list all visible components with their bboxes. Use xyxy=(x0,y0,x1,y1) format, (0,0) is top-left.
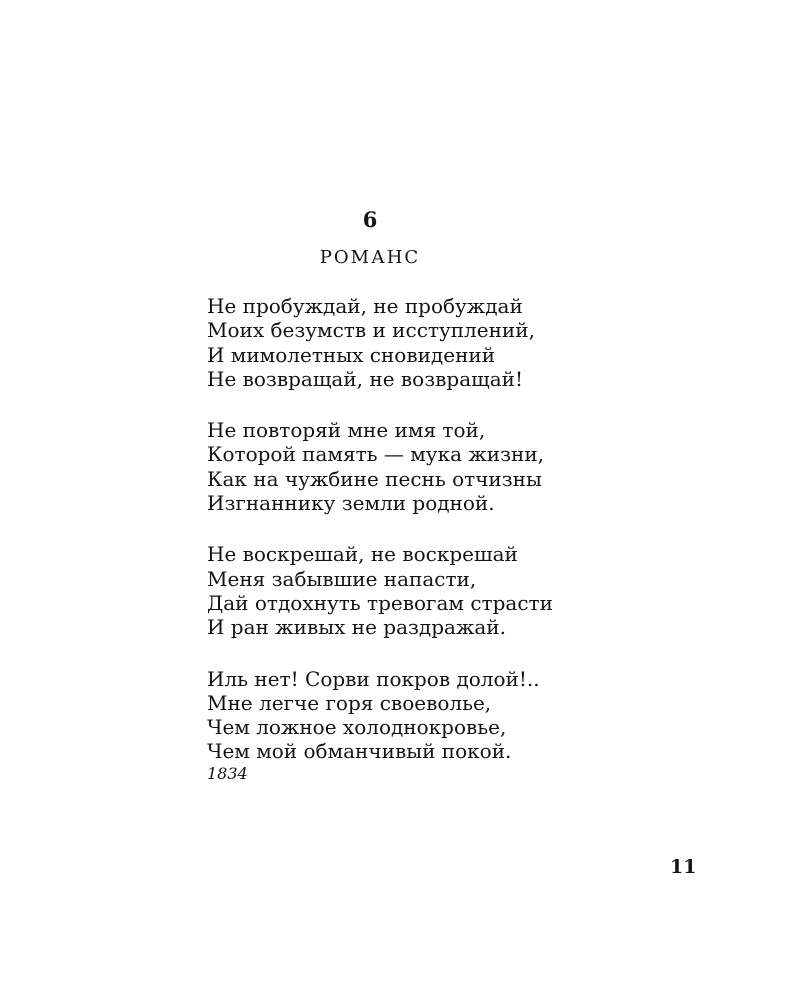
poem-line: Которой память — мука жизни, xyxy=(207,442,545,467)
poem-line: Иль нет! Сорви покров долой!.. xyxy=(207,666,540,691)
poem-line: Моих безумств и исступлений, xyxy=(207,318,535,343)
poem-line: Чем ложное холоднокровье, xyxy=(207,715,507,740)
poem-line: Чем мой обманчивый покой. xyxy=(207,739,512,764)
poem-line: Не повторяй мне имя той, xyxy=(207,418,486,443)
poem-line: И ран живых не раздражай. xyxy=(207,615,506,640)
poem-line: Как на чужбине песнь отчизны xyxy=(207,466,542,491)
poem-body xyxy=(207,294,687,791)
poem-line: Не воскрешай, не воскрешай xyxy=(207,542,518,567)
stanza-1 xyxy=(207,294,687,391)
poem-line: Не пробуждай, не пробуждай xyxy=(207,294,523,318)
poem-number: 6 xyxy=(362,207,378,232)
poem-line: Меня забывшие напасти, xyxy=(207,566,477,591)
poem-line: Дай отдохнуть тревогам страсти xyxy=(207,590,553,615)
poem-line: И мимолетных сновидений xyxy=(207,342,496,367)
stanza-4 xyxy=(207,667,687,764)
poem-line: Изгнаннику земли родной. xyxy=(207,491,495,516)
stanza-3 xyxy=(207,542,687,639)
poem-line: Не возвращай, не возвращай! xyxy=(207,366,523,391)
poem-title: РОМАНС xyxy=(319,247,421,268)
poem-line: Мне легче горя своеволье, xyxy=(207,690,492,715)
page-number: 11 xyxy=(670,856,697,878)
poem-date: 1834 xyxy=(207,764,248,783)
stanza-2 xyxy=(207,418,687,515)
